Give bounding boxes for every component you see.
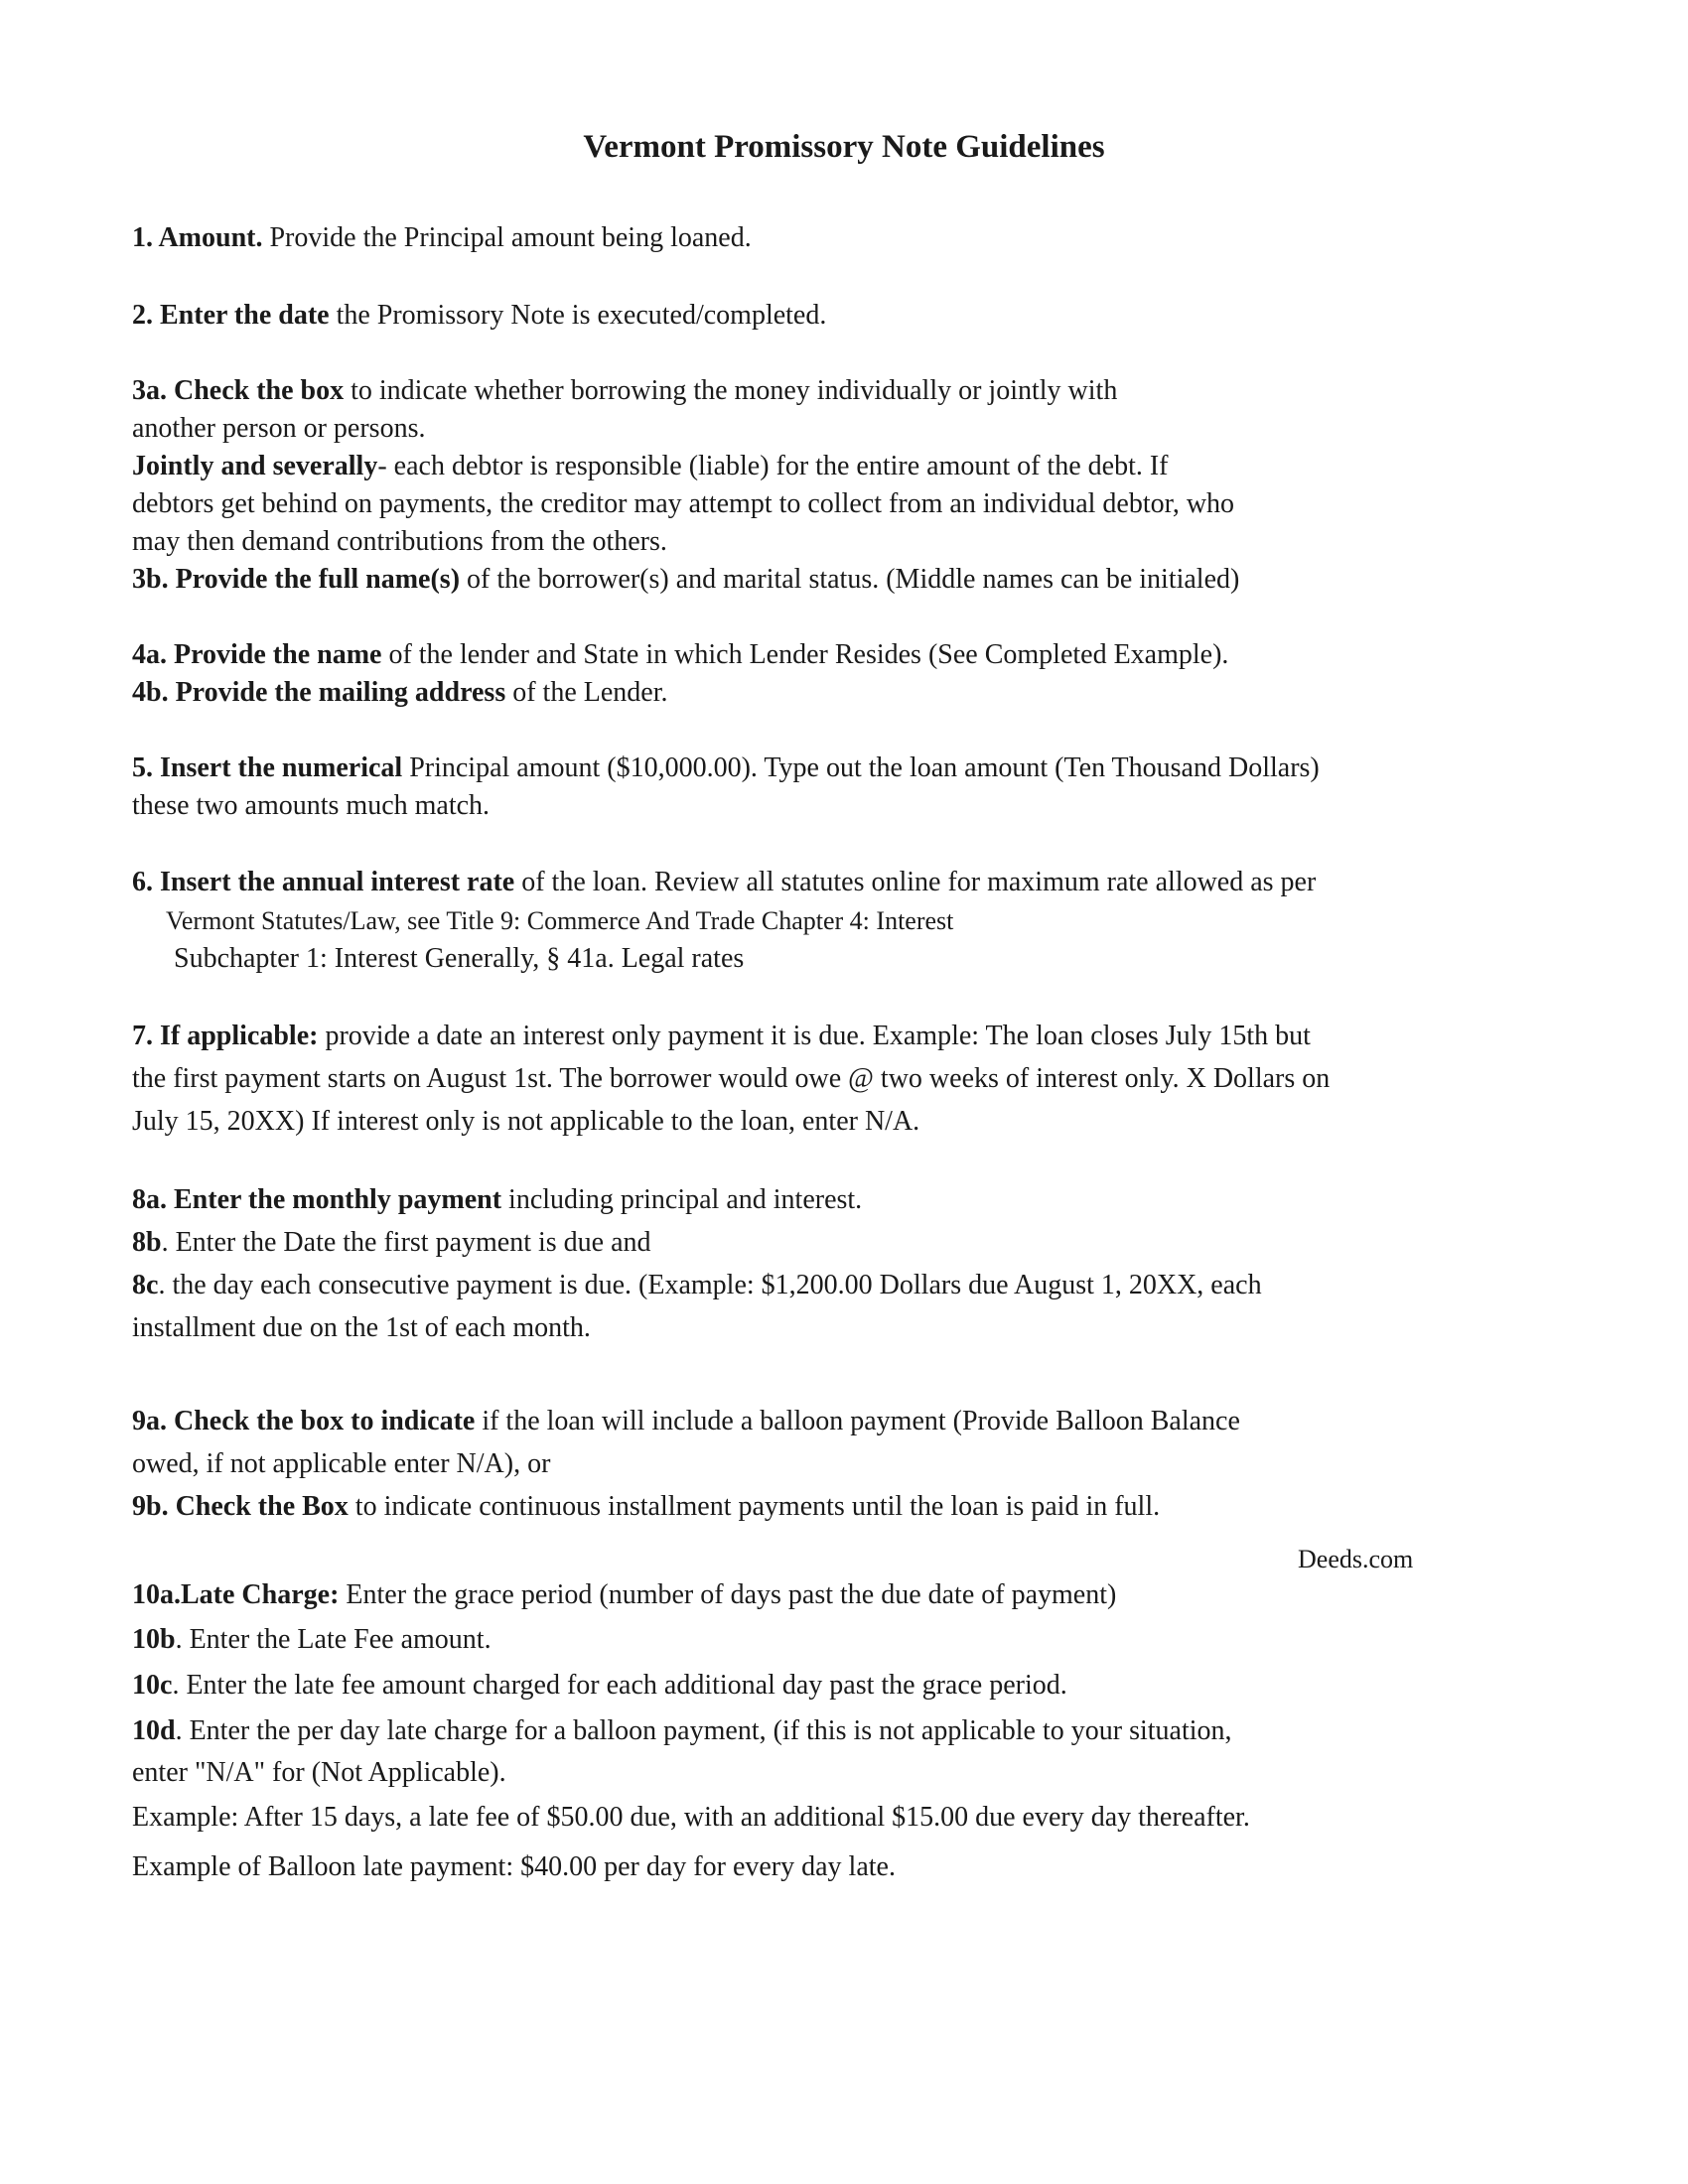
guideline-text: . Enter the late fee amount charged for each additional day past the grace period. [172, 1670, 1067, 1701]
guideline-line [132, 298, 826, 334]
guideline-line [132, 562, 1239, 598]
guideline-text: installment due on the 1st of each month. [132, 1312, 591, 1343]
guideline-line [132, 1800, 1250, 1836]
guideline-line [166, 903, 953, 939]
guideline-text: Example of Balloon late payment: $40.00 per day for every day late. [132, 1851, 896, 1882]
guideline-line [132, 1489, 1160, 1525]
guideline-line [132, 1061, 1330, 1097]
guideline-text: . Enter the per day late charge for a balloon payment, (if this is not applicable to your situation, [175, 1715, 1232, 1746]
guideline-text: these two amounts much match. [132, 790, 491, 821]
guideline-text: Example: After 15 days, a late fee of $50.00 due, with an additional $15.00 due every day thereafter. [132, 1802, 1250, 1833]
guideline-line [132, 788, 490, 824]
guideline-text: . Enter the Date the first payment is due and [161, 1227, 651, 1258]
guideline-line [132, 524, 667, 560]
guideline-text: Principal amount ($10,000.00). Type out the loan amount (Ten Thousand Dollars) [402, 752, 1320, 783]
guideline-text: of the Lender. [505, 677, 668, 708]
guideline-text: debtors get behind on payments, the creditor may attempt to collect from an individual debtor, who [132, 488, 1235, 519]
guideline-text: if the loan will include a balloon payment (Provide Balloon Balance [475, 1406, 1240, 1436]
guideline-text: enter "N/A" for (Not Applicable). [132, 1757, 506, 1788]
guideline-heading: 4b. Provide the mailing address [132, 677, 506, 708]
guideline-heading: 8a. Enter the monthly payment [132, 1184, 502, 1215]
guideline-text: of the lender and State in which Lender Resides (See Completed Example). [381, 639, 1229, 670]
guideline-line [132, 1849, 896, 1885]
guideline-line [132, 1182, 862, 1218]
guideline-heading: 10c [132, 1670, 173, 1701]
guideline-line [132, 449, 1169, 484]
guideline-line [132, 1446, 550, 1482]
guideline-line [132, 1268, 1262, 1303]
guideline-text: may then demand contributions from the others. [132, 526, 667, 557]
guideline-text: provide a date an interest only payment it is due. Example: The loan closes July 15th but [318, 1021, 1311, 1051]
guideline-line [132, 1668, 1067, 1704]
guideline-text: to indicate continuous installment payments until the loan is paid in full. [348, 1491, 1161, 1522]
guideline-line [174, 941, 744, 977]
guideline-text: owed, if not applicable enter N/A), or [132, 1448, 551, 1479]
guideline-line [132, 1225, 651, 1261]
guideline-line [132, 1577, 1116, 1613]
guideline-heading: 3b. Provide the full name(s) [132, 564, 461, 595]
guideline-line [132, 411, 425, 447]
guideline-line [132, 675, 668, 711]
guideline-text: Subchapter 1: Interest Generally, § 41a. Legal rates [174, 943, 745, 974]
guideline-text: including principal and interest. [501, 1184, 863, 1215]
guideline-heading: 9a. Check the box to indicate [132, 1406, 476, 1436]
guideline-heading: 1. Amount. [132, 222, 263, 253]
guideline-text: of the borrower(s) and marital status. (Middle names can be initialed) [460, 564, 1240, 595]
guideline-text: another person or persons. [132, 413, 426, 444]
guideline-text: Enter the grace period (number of days past the due date of payment) [339, 1579, 1117, 1610]
guideline-text: Provide the Principal amount being loaned. [262, 222, 752, 253]
guideline-text: July 15, 20XX) If interest only is not applicable to the loan, enter N/A. [132, 1106, 920, 1137]
page-title: Vermont Promissory Note Guidelines [583, 129, 1105, 165]
guideline-heading: 5. Insert the numerical [132, 752, 403, 783]
guideline-text: the first payment starts on August 1st. The borrower would owe @ two weeks of interest only. X Dollars on [132, 1063, 1331, 1094]
guideline-heading: 9b. Check the Box [132, 1491, 349, 1522]
guideline-line [132, 1104, 919, 1140]
guideline-text: . Enter the Late Fee amount. [175, 1624, 492, 1655]
guideline-line [132, 1622, 492, 1658]
guideline-heading: 8b [132, 1227, 162, 1258]
guideline-heading: 7. If applicable: [132, 1021, 319, 1051]
guideline-line [132, 373, 1117, 409]
guideline-text: - each debtor is responsible (liable) for the entire amount of the debt. If [377, 451, 1169, 481]
guideline-line [132, 486, 1234, 522]
guideline-heading: 4a. Provide the name [132, 639, 382, 670]
guideline-heading: 10a.Late Charge: [132, 1579, 340, 1610]
guideline-line [132, 1019, 1311, 1054]
guideline-line [132, 865, 1316, 900]
guideline-line [132, 1404, 1240, 1439]
guideline-heading: 8c [132, 1270, 159, 1300]
guideline-heading: 10d [132, 1715, 176, 1746]
guideline-text: . the day each consecutive payment is due. (Example: $1,200.00 Dollars due August 1, 20XX, each [158, 1270, 1262, 1300]
guideline-line [132, 637, 1228, 673]
guideline-heading: 3a. Check the box [132, 375, 345, 406]
footer-brand: Deeds.com [1298, 1545, 1414, 1573]
guideline-line [132, 1755, 506, 1791]
guideline-line [132, 751, 1320, 786]
guideline-line [132, 220, 752, 256]
guideline-text: the Promissory Note is executed/completed. [329, 300, 827, 331]
guideline-line [132, 1310, 591, 1346]
guideline-text: of the loan. Review all statutes online for maximum rate allowed as per [514, 867, 1317, 897]
guideline-text: Vermont Statutes/Law, see Title 9: Commerce And Trade Chapter 4: Interest [166, 906, 954, 935]
guideline-line [132, 1713, 1232, 1749]
guideline-heading: 2. Enter the date [132, 300, 330, 331]
guideline-heading: 6. Insert the annual interest rate [132, 867, 515, 897]
guideline-text: to indicate whether borrowing the money individually or jointly with [344, 375, 1118, 406]
guideline-heading: 10b [132, 1624, 176, 1655]
guideline-heading: Jointly and severally [132, 451, 378, 481]
